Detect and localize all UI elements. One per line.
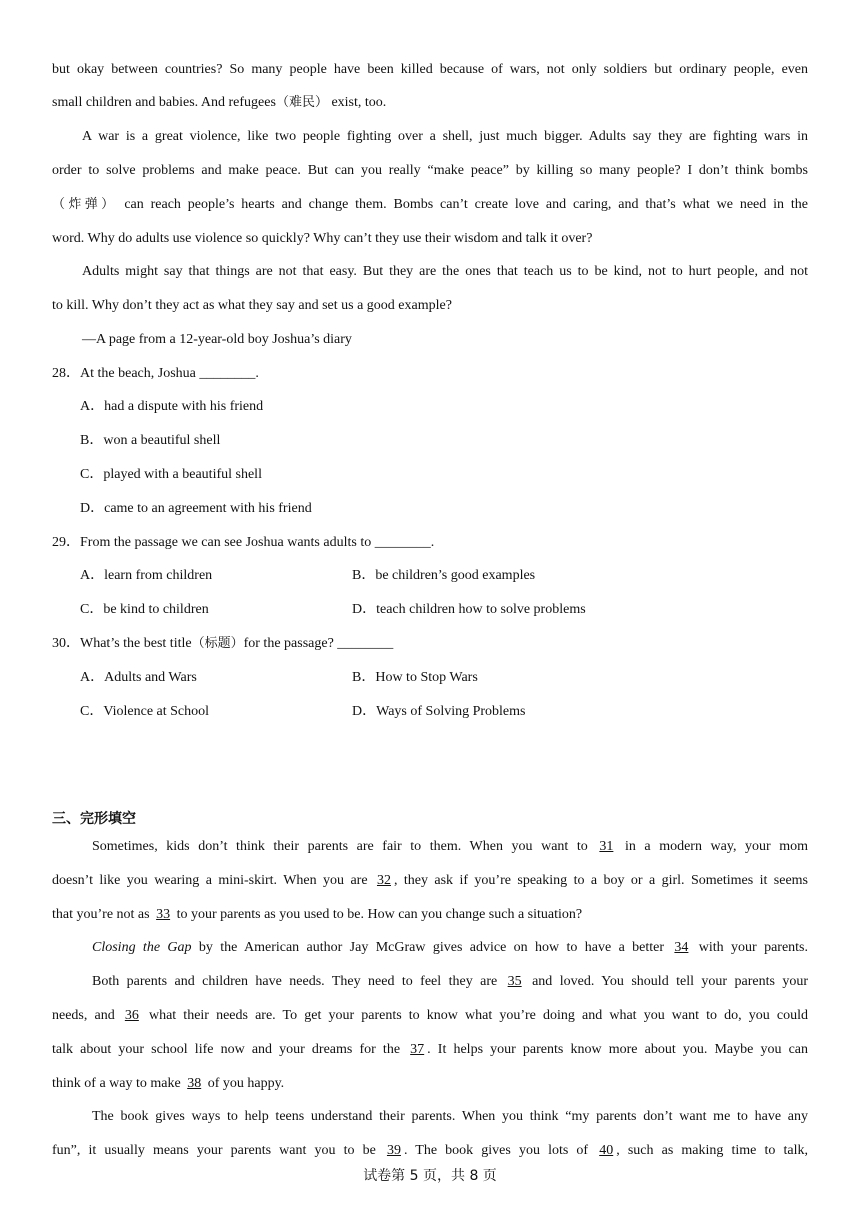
blank-33[interactable]: 33 [156,907,171,922]
option-b[interactable]: B．be children’s good examples [352,568,536,583]
option-b[interactable]: B．won a beautiful shell [80,433,221,448]
cloze-text: of you happy. [207,1076,285,1091]
blank-32[interactable]: 32 [376,873,391,888]
cloze-text: with your parents. [698,940,809,955]
cloze-line: The book gives ways to help teens understand their parents. When you think “my parents don’t want me to have any [92,1109,808,1124]
cloze-line [92,938,808,958]
page-footer: 试卷第 5 页，共 8 页 [363,1168,497,1184]
cloze-text: to your parents as you used to be. How can you change such a situation? [176,907,583,922]
option-c[interactable]: C．be kind to children [80,602,209,617]
question-text: for the passage? ________ [243,636,394,651]
blank-39[interactable]: 39 [386,1143,401,1158]
passage-line [52,93,808,113]
option-c[interactable]: C．played with a beautiful shell [80,467,262,482]
option-a[interactable]: A．learn from children [80,568,213,583]
passage-line: Adults might say that things are not that easy. But they are the ones that teach us to be kind, not to hurt people, and not [82,264,808,279]
option-d[interactable]: D．came to an agreement with his friend [80,501,312,516]
cloze-line [92,837,808,857]
cloze-text: in a modern way, your mom [624,839,809,854]
book-title: Closing the Gap [92,940,192,955]
passage-text: exist, too. [327,95,387,110]
cloze-text: , they ask if you’re speaking to a boy or a girl. Sometimes it seems [393,873,808,888]
question-stem: 28．At the beach, Joshua ________. [52,366,259,381]
chinese-gloss: （难民） [275,95,328,110]
chinese-gloss: （标题） [191,636,244,651]
question-stem: 29．From the passage we can see Joshua wants adults to ________. [52,535,435,550]
blank-37[interactable]: 37 [410,1042,425,1057]
cloze-line [52,871,808,891]
cloze-line [52,905,808,925]
passage-line: word. Why do adults use violence so quickly? Why can’t they use their wisdom and talk it over? [52,231,593,246]
cloze-text: Sometimes, kids don’t think their parents are fair to them. When you want to [92,839,588,854]
blank-36[interactable]: 36 [124,1008,139,1023]
passage-line: to kill. Why don’t they act as what they say and set us a good example? [52,298,452,313]
passage-text: can reach people’s hearts and change them. Bombs can’t create love and caring, and that’s what we need in the [117,197,808,212]
passage-line: but okay between countries? So many people have been killed because of wars, not only soldiers but ordinary people, even [52,62,808,77]
passage-text: small children and babies. And refugees [52,95,276,110]
option-d[interactable]: D．Ways of Solving Problems [352,704,526,719]
cloze-text: talk about your school life now and your dreams for the [52,1042,401,1057]
blank-38[interactable]: 38 [187,1076,202,1091]
cloze-line [92,972,808,992]
cloze-text: . It helps your parents know more about you. Maybe you can [427,1042,809,1057]
cloze-text: Both parents and children have needs. They need to feel they are [92,974,498,989]
passage-line: order to solve problems and make peace. But can you really “make peace” by killing so many people? I don’t think bombs [52,163,808,178]
cloze-line [52,1141,808,1161]
cloze-text: and loved. You should tell your parents your [532,974,809,989]
blank-40[interactable]: 40 [599,1143,614,1158]
cloze-line [52,1006,808,1026]
cloze-text: think of a way to make [52,1076,181,1091]
blank-35[interactable]: 35 [507,974,522,989]
cloze-text: fun”, it usually means your parents want you to be [52,1143,376,1158]
cloze-line [52,1074,808,1094]
option-c[interactable]: C．Violence at School [80,704,210,719]
question-text: 30．What’s the best title [52,636,192,651]
cloze-line [52,1040,808,1060]
cloze-text: that you’re not as [52,907,150,922]
section-heading: 三、完形填空 [52,811,136,827]
passage-line [52,195,808,215]
option-b[interactable]: B．How to Stop Wars [352,670,478,685]
diary-signature: —A page from a 12-year-old boy Joshua’s diary [82,332,352,347]
cloze-text: needs, and [52,1008,115,1023]
question-stem [52,634,808,654]
cloze-text: , such as making time to talk, [616,1143,808,1158]
option-a[interactable]: A．Adults and Wars [80,670,197,685]
cloze-text: . The book gives you lots of [403,1143,589,1158]
option-a[interactable]: A．had a dispute with his friend [80,399,264,414]
option-d[interactable]: D．teach children how to solve problems [352,602,586,617]
passage-line: A war is a great violence, like two people fighting over a shell, just much bigger. Adults say they are fighting wars in [82,129,808,144]
blank-31[interactable]: 31 [599,839,614,854]
cloze-text: what their needs are. To get your parents to know what you’re doing and what you want to do, you could [148,1008,808,1023]
chinese-gloss: （炸弹） [52,197,118,212]
cloze-text: by the American author Jay McGraw gives advice on how to have a better [191,940,665,955]
blank-34[interactable]: 34 [674,940,689,955]
cloze-text: doesn’t like you wearing a mini-skirt. When you are [52,873,368,888]
